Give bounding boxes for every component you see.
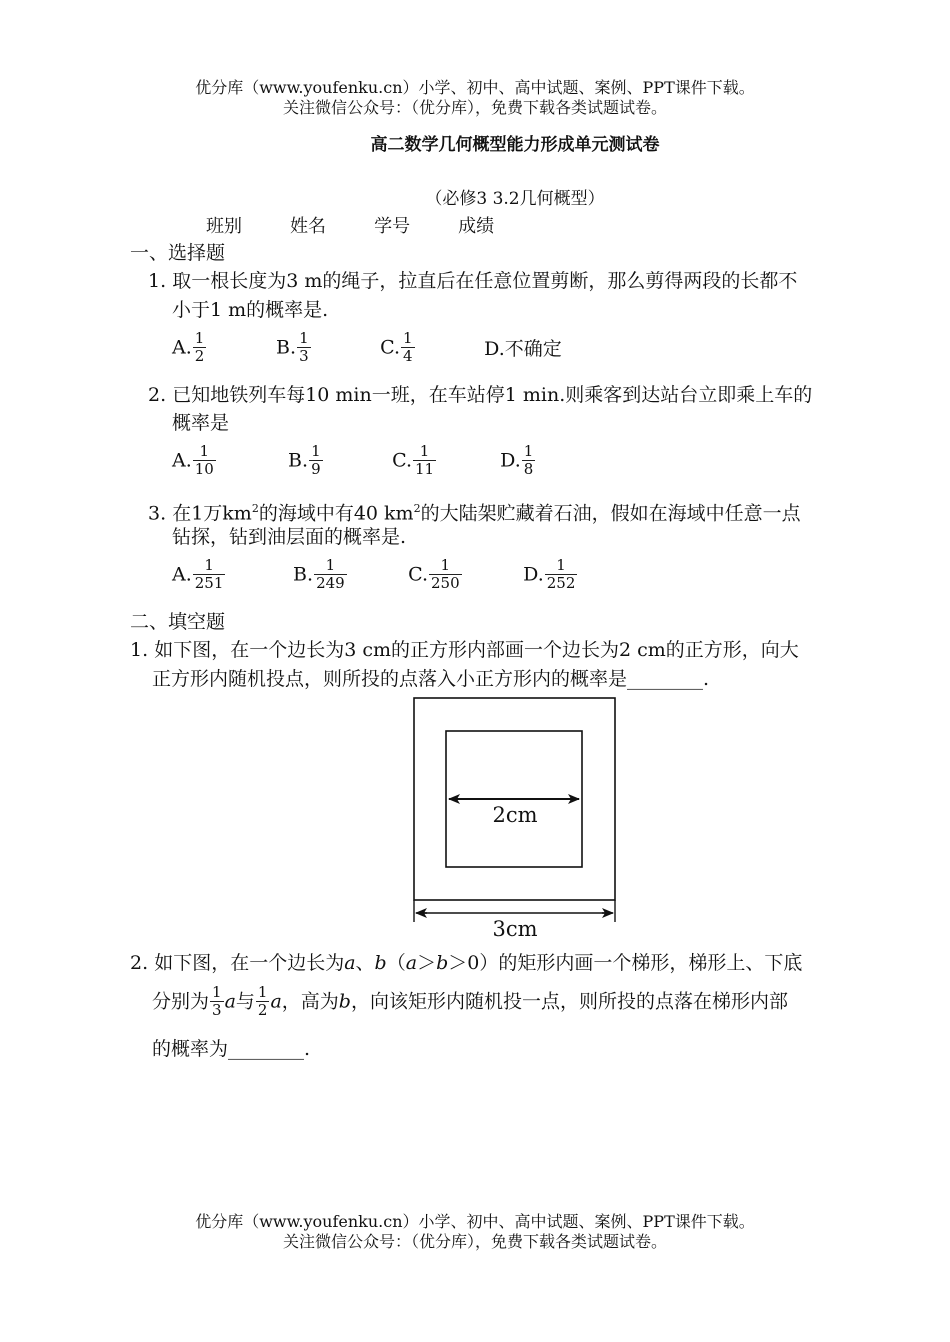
question-number: 2.	[130, 952, 149, 974]
info-name: 姓名	[290, 216, 327, 237]
question-2-line-2: 概率是	[172, 412, 230, 434]
fill-question-1-line-1	[130, 637, 799, 663]
fill-question-2-line-3: 的概率为________.	[152, 1038, 311, 1060]
question-2-line-1	[148, 382, 812, 408]
fill-question-2-line-2: 分别为 $\frac{1}{3}$ a与 $\frac{1}{2}$ a，高为b，向该矩形内随机投一点，则所投的点落在梯形内部	[152, 983, 788, 1019]
option-c: C. $\frac{1}{250}$	[408, 556, 460, 592]
section-heading-choice: 一、选择题	[130, 242, 226, 264]
option-b: B. $\frac{1}{9}$	[288, 442, 321, 478]
question-number: 1.	[130, 639, 149, 661]
option-b: B. $\frac{1}{3}$	[276, 329, 309, 365]
option-c: C. $\frac{1}{4}$	[380, 329, 413, 365]
option-a: A. $\frac{1}{251}$	[172, 556, 224, 592]
inner-dimension-label: 2cm	[492, 803, 538, 827]
option-a: A. $\frac{1}{10}$	[172, 442, 214, 478]
footer-line-2: 关注微信公众号：（优分库），免费下载各类试题试卷。	[282, 1232, 667, 1251]
option-a: A. $\frac{1}{2}$	[172, 329, 205, 365]
question-3-line-2: 钻探，钻到油层面的概率是.	[172, 526, 407, 548]
outer-dimension-label: 3cm	[492, 917, 538, 941]
question-1-line-2: 小于1 m的概率是.	[172, 299, 329, 321]
section-heading-fill: 二、填空题	[130, 611, 226, 633]
question-text: 取一根长度为3 m的绳子，拉直后在任意位置剪断，那么剪得两段的长都不	[172, 270, 798, 292]
option-c: C. $\frac{1}{11}$	[392, 442, 435, 478]
question-1-line-1	[148, 268, 797, 294]
question-2-options	[172, 443, 536, 478]
question-1-options	[172, 330, 562, 365]
question-3-options	[172, 557, 578, 592]
header-line-2: 关注微信公众号：（优分库），免费下载各类试题试卷。	[282, 98, 667, 117]
question-text: 已知地铁列车每10 min一班，在车站停1 min.则乘客到达站台立即乘上车的	[172, 384, 813, 406]
info-number: 学号	[374, 216, 411, 237]
squares-figure	[405, 690, 625, 942]
question-3-line-1: 3. 在1万$km^2$的海域中有40 $km^2$的大陆架贮藏着石油，假如在海域中任意一点	[148, 502, 801, 525]
student-info	[206, 212, 536, 238]
fraction-one-half: $\frac{1}{2}$	[257, 983, 268, 1019]
page-subtitle: （必修3 3.2几何概型）	[425, 189, 605, 209]
footer-line-1: 优分库（www.youfenku.cn）小学、初中、高中试题、案例、PPT课件下载。	[195, 1212, 755, 1231]
question-text: 如下图，在一个边长为3 cm的正方形内部画一个边长为2 cm的正方形，向大	[154, 639, 799, 661]
question-number: 3.	[148, 502, 167, 525]
page-title: 高二数学几何概型能力形成单元测试卷	[370, 135, 660, 155]
question-number: 1.	[148, 270, 167, 292]
fraction-one-third: $\frac{1}{3}$	[212, 983, 222, 1019]
header-line-1: 优分库（www.youfenku.cn）小学、初中、高中试题、案例、PPT课件下载。	[195, 78, 755, 97]
info-class: 班别	[206, 216, 242, 237]
info-score: 成绩	[458, 216, 495, 237]
fill-question-2-line-1: 2. 如下图，在一个边长为a、b（a＞b＞0）的矩形内画一个梯形，梯形上、下底	[130, 952, 803, 974]
option-d: D. $\frac{1}{252}$	[523, 556, 576, 592]
fill-question-1-line-2: 正方形内随机投点，则所投的点落入小正方形内的概率是________.	[152, 668, 710, 690]
option-b: B. $\frac{1}{249}$	[293, 556, 345, 592]
question-number: 2.	[148, 384, 167, 406]
option-d: D. $\frac{1}{8}$	[500, 442, 534, 478]
option-d: D.不确定	[484, 338, 562, 360]
